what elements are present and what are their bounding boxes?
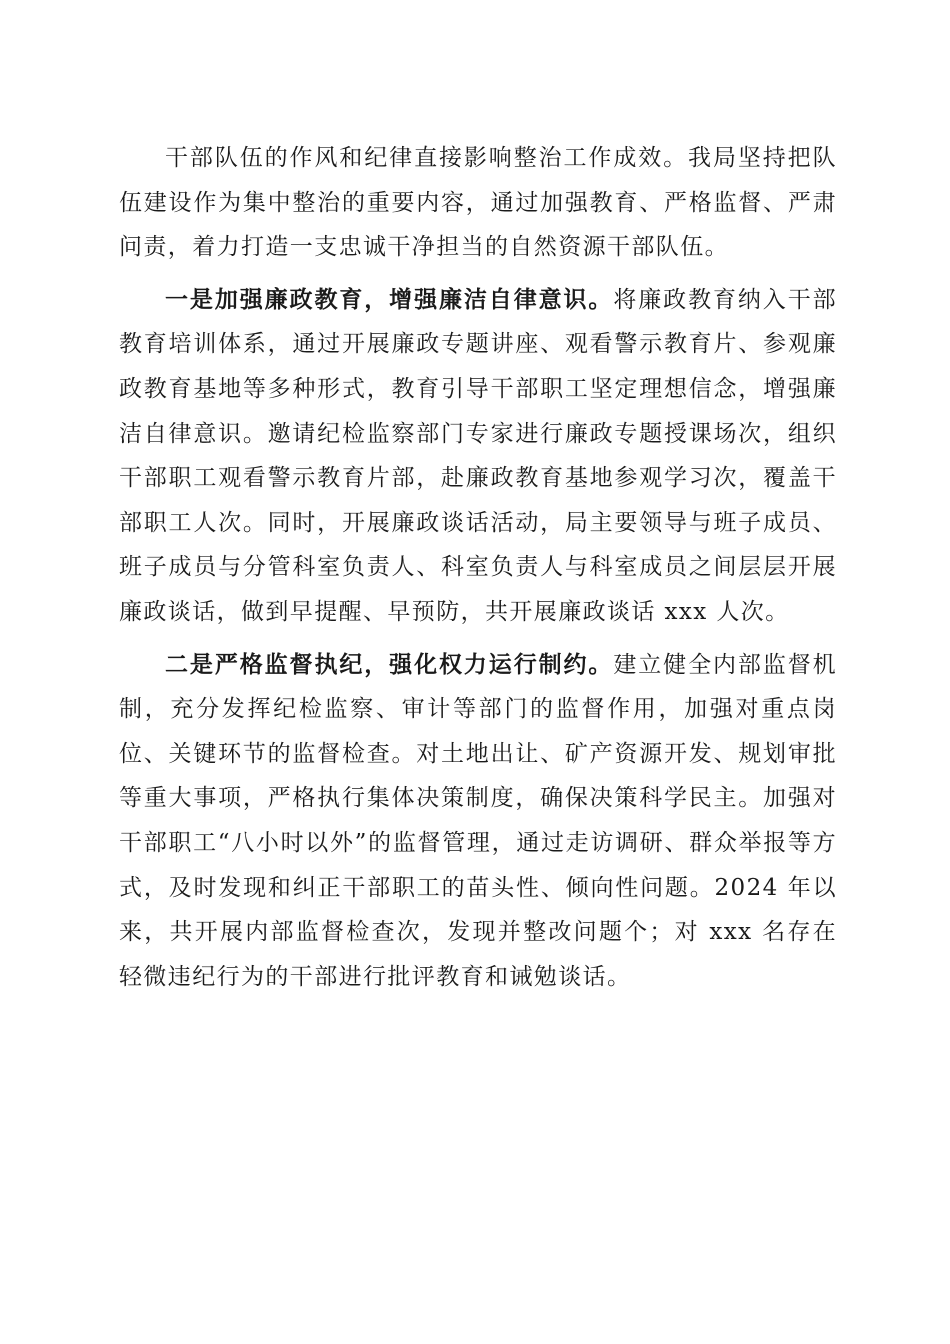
- paragraph-integrity-education-lead: 一是加强廉政教育，增强廉洁自律意识。: [165, 285, 614, 313]
- document-body: [119, 136, 837, 1007]
- paragraph-intro-text: 干部队伍的作风和纪律直接影响整治工作成效。我局坚持把队伍建设作为集中整治的重要内容，通过加强教育、严格监督、严肃问责，着力打造一支忠诚干净担当的自然资源干部队伍。: [119, 145, 837, 261]
- paragraph-integrity-education: [119, 278, 837, 635]
- paragraph-intro: [119, 136, 837, 270]
- paragraph-supervision-text: 建立健全内部监督机制，充分发挥纪检监察、审计等部门的监督作用，加强对重点岗位、关键环节的监督检查。对土地出让、矿产资源开发、规划审批等重大事项，严格执行集体决策制度，确保决策科学民主。加强对干部职工“八小时以外”的监督管理，通过走访调研、群众举报等方式，及时发现和纠正干部职工的苗头性、倾向性问题。2024 年以来，共开展内部监督检查次，发现并整改问题个；对 xxx 名存在轻微违纪行为的干部进行批评教育和诫勉谈话。: [119, 651, 838, 990]
- paragraph-integrity-education-text: 将廉政教育纳入干部教育培训体系，通过开展廉政专题讲座、观看警示教育片、参观廉政教育基地等多种形式，教育引导干部职工坚定理想信念，增强廉洁自律意识。邀请纪检监察部门专家进行廉政专题授课场次，组织干部职工观看警示教育片部，赴廉政教育基地参观学习次，覆盖干部职工人次。同时，开展廉政谈话活动，局主要领导与班子成员、班子成员与分管科室负责人、科室负责人与科室成员之间层层开展廉政谈话，做到早提醒、早预防，共开展廉政谈话 xxx 人次。: [119, 286, 838, 625]
- paragraph-supervision: [119, 643, 837, 1000]
- paragraph-supervision-lead: 二是严格监督执纪，强化权力运行制约。: [165, 650, 614, 678]
